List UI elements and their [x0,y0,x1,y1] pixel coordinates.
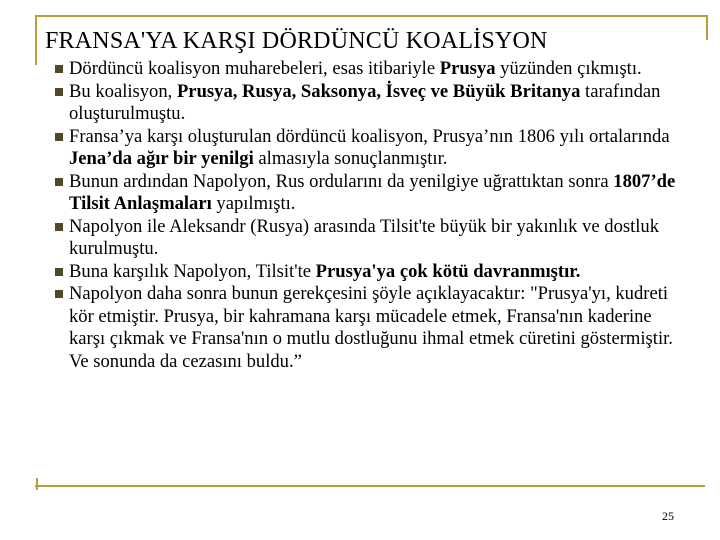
text-run: Dördüncü koalisyon muharebeleri, esas itibariyle [69,58,440,79]
bold-text-run: Prusya, Rusya, Saksonya, İsveç ve Büyük Britanya [176,80,581,102]
text-run: Bu koalisyon, [69,80,177,102]
square-bullet-icon [55,223,63,231]
square-bullet-icon [55,65,63,73]
page-number: 25 [662,509,674,523]
text-run: Napolyon daha sonra bunun gerekçesini şöyle açıklayacaktır: "Prusya'yı, kudreti kör etmiştir. Prusya, bir kahramana karşı mücadele etmek, Fransa'nın kaderine karşı çıkmak ve Fransa'nın o mutlu dostluğunu ihmal etmek cüretini göstermiştir. Ve sonunda da cezasını buldu.” [69,283,673,372]
text-run: Bunun ardından Napolyon, Rus ordularını da yenilgiye uğrattıktan sonra [69,170,614,192]
bold-text-run: Prusya'ya çok kötü davranmıştır. [315,260,581,282]
square-bullet-icon [55,268,63,276]
bullet-text [69,126,670,170]
bullet-item [55,171,677,216]
square-bullet-icon [55,133,63,141]
text-run: Buna karşılık Napolyon, Tilsit'te [69,260,316,282]
bullet-item [55,216,677,261]
bold-text-run: Jena’da ağır bir yenilgi [69,148,254,169]
bullet-item [55,283,677,373]
bold-text-run: 1807’de Tilsit Anlaşmaları [69,170,676,214]
bullet-text [69,283,673,372]
bullet-item [55,126,677,171]
bullet-text [69,171,675,215]
text-run: tarafından oluşturulmuştu. [69,80,661,124]
text-run: almasıyla sonuçlanmıştır. [253,148,448,169]
square-bullet-icon [55,88,63,96]
square-bullet-icon [55,290,63,298]
bullet-item [55,58,677,81]
bullet-list [55,58,677,373]
bullet-item [55,81,677,126]
top-left-vertical-rule [35,15,37,65]
text-run: yüzünden çıkmıştı. [495,58,642,79]
bullet-text [69,81,660,125]
bullet-item [55,261,677,284]
bold-text-run: Prusya [439,58,496,79]
bullet-text [69,261,580,282]
bullet-text [69,216,659,260]
slide-title: FRANSA'YA KARŞI DÖRDÜNCÜ KOALİSYON [45,28,548,54]
text-run: yapılmıştı. [211,193,296,214]
top-horizontal-rule [35,15,707,17]
bottom-horizontal-rule [35,485,705,487]
square-bullet-icon [55,178,63,186]
text-run: Fransa’ya karşı oluşturulan dördüncü koalisyon, Prusya’nın 1806 yılı ortalarında [69,125,670,147]
text-run: Napolyon ile Aleksandr (Rusya) arasında Tilsit'te büyük bir yakınlık ve dostluk kurulmuştu. [69,215,660,259]
top-right-vertical-rule [706,15,708,40]
bullet-text [69,58,642,79]
bottom-left-vertical-rule [36,478,38,490]
